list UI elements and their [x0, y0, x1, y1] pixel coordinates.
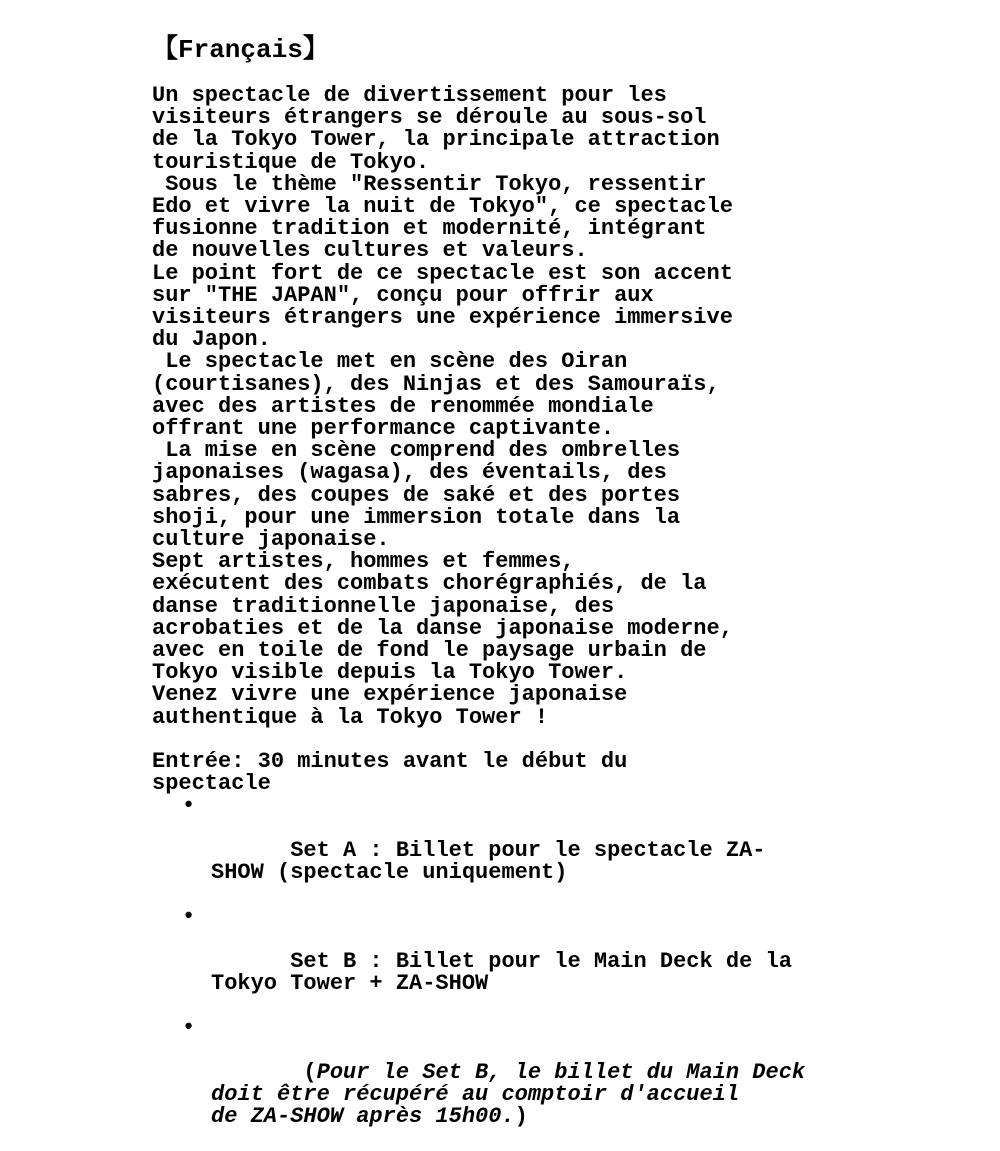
bullet-icon: •: [182, 793, 196, 819]
ticket-list: [152, 795, 852, 1150]
ticket-note: Pour le Set B, le billet du Main Deck doit être récupéré au comptoir d'accueil de ZA-SHOW après 15h00.: [211, 1059, 806, 1130]
note-close-paren: ): [514, 1104, 528, 1130]
ticket-set-a: Set A : Billet pour le spectacle ZA- SHOW (spectacle uniquement): [211, 837, 766, 885]
description-paragraph: Un spectacle de divertissement pour les visiteurs étrangers se déroule au sous-sol de la Tokyo Tower, la principale attraction touristique de Tokyo. Sous le thème "Ressentir Tokyo, ressentir Edo et vivre la nuit de Tokyo", ce spectacle fusionne tradition et modernité, intégrant de nouvelles cultures et valeurs. Le point fort de ce spectacle est son accent sur "THE JAPAN", conçu pour offrir aux visiteurs étrangers une expérience immersive du Japon. Le spectacle met en scène des Oiran (courtisanes), des Ninjas et des Samouraïs, avec des artistes de renommée mondiale offrant une performance captivante. La mise en scène comprend des ombrelles japonaises (wagasa), des éventails, des sabres, des coupes de saké et des portes shoji, pour une immersion totale dans la culture japonaise. Sept artistes, hommes et femmes, exécutent des combats chorégraphiés, de la danse traditionnelle japonaise, des acrobaties et de la danse japonaise moderne, avec en toile de fond le paysage urbain de Tokyo visible depuis la Tokyo Tower. Venez vivre une expérience japonaise authentique à la Tokyo Tower !: [152, 83, 733, 730]
bullet-icon: •: [182, 904, 196, 930]
list-item: [152, 1017, 852, 1150]
ticket-set-b: Set B : Billet pour le Main Deck de la Tokyo Tower + ZA-SHOW: [211, 948, 792, 996]
list-item: [152, 906, 852, 1017]
spacer: [152, 729, 852, 751]
list-item: [152, 795, 852, 906]
language-heading: 【Français】: [152, 35, 329, 65]
bullet-icon: •: [182, 1015, 196, 1041]
document: [152, 33, 852, 1151]
note-open-paren: (: [290, 1059, 317, 1085]
entry-info: Entrée: 30 minutes avant le début du spectacle: [152, 748, 628, 797]
